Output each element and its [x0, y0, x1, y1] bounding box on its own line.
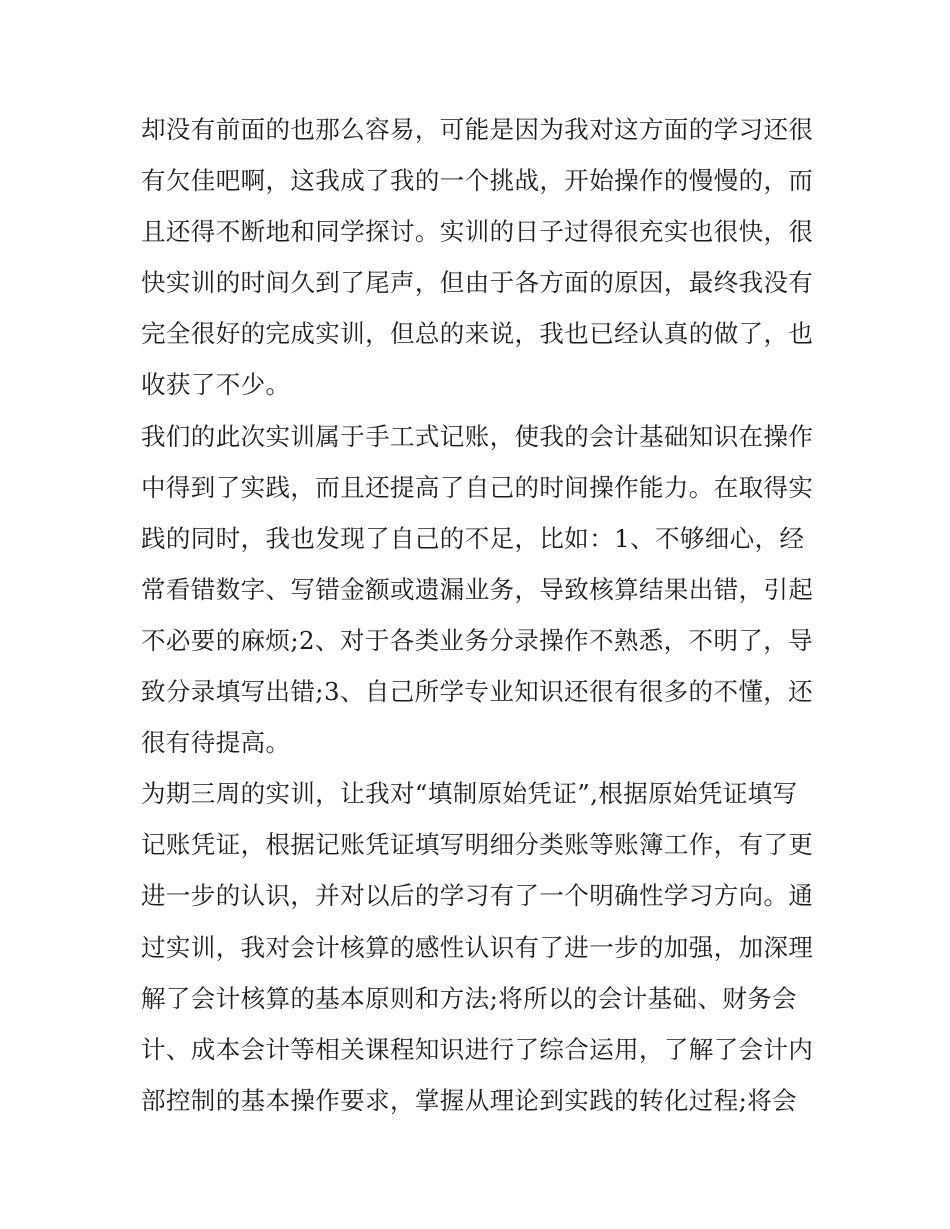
text-line: 部控制的基本操作要求，掌握从理论到实践的转化过程;将会	[141, 1085, 798, 1115]
text-line: 有欠佳吧啊，这我成了我的一个挑战，开始操作的慢慢的，而	[141, 166, 814, 196]
text-line: 我们的此次实训属于手工式记账，使我的会计基础知识在操作	[141, 421, 814, 451]
text-line: 过实训，我对会计核算的感性认识有了进一步的加强，加深理	[141, 932, 814, 962]
text-line: 且还得不断地和同学探讨。实训的日子过得很充实也很快，很	[141, 217, 814, 247]
text-line: 记账凭证，根据记账凭证填写明细分类账等账簿工作，有了更	[141, 830, 814, 860]
text-line: 进一步的认识，并对以后的学习有了一个明确性学习方向。通	[141, 881, 814, 911]
text-line: 践的同时，我也发现了自己的不足，比如：1、不够细心，经	[141, 523, 805, 553]
text-line: 完全很好的完成实训，但总的来说，我也已经认真的做了，也	[141, 319, 814, 349]
text-line: 计、成本会计等相关课程知识进行了综合运用，了解了会计内	[141, 1034, 814, 1064]
text-line: 中得到了实践，而且还提高了自己的时间操作能力。在取得实	[141, 472, 814, 502]
text-line: 很有待提高。	[141, 728, 291, 758]
text-line: 却没有前面的也那么容易，可能是因为我对这方面的学习还很	[141, 115, 814, 144]
text-line: 快实训的时间久到了尾声，但由于各方面的原因，最终我没有	[141, 268, 814, 298]
text-line: 收获了不少。	[141, 370, 291, 400]
text-line: 常看错数字、写错金额或遗漏业务，导致核算结果出错，引起	[141, 574, 814, 604]
text-line: 为期三周的实训，让我对“填制原始凭证”,根据原始凭证填写	[141, 779, 798, 809]
text-line: 不必要的麻烦;2、对于各类业务分录操作不熟悉，不明了，导	[141, 625, 814, 655]
text-line: 解了会计核算的基本原则和方法;将所以的会计基础、财务会	[141, 983, 798, 1013]
text-line: 致分录填写出错;3、自己所学专业知识还很有很多的不懂，还	[141, 677, 814, 707]
body-text	[141, 104, 821, 1126]
